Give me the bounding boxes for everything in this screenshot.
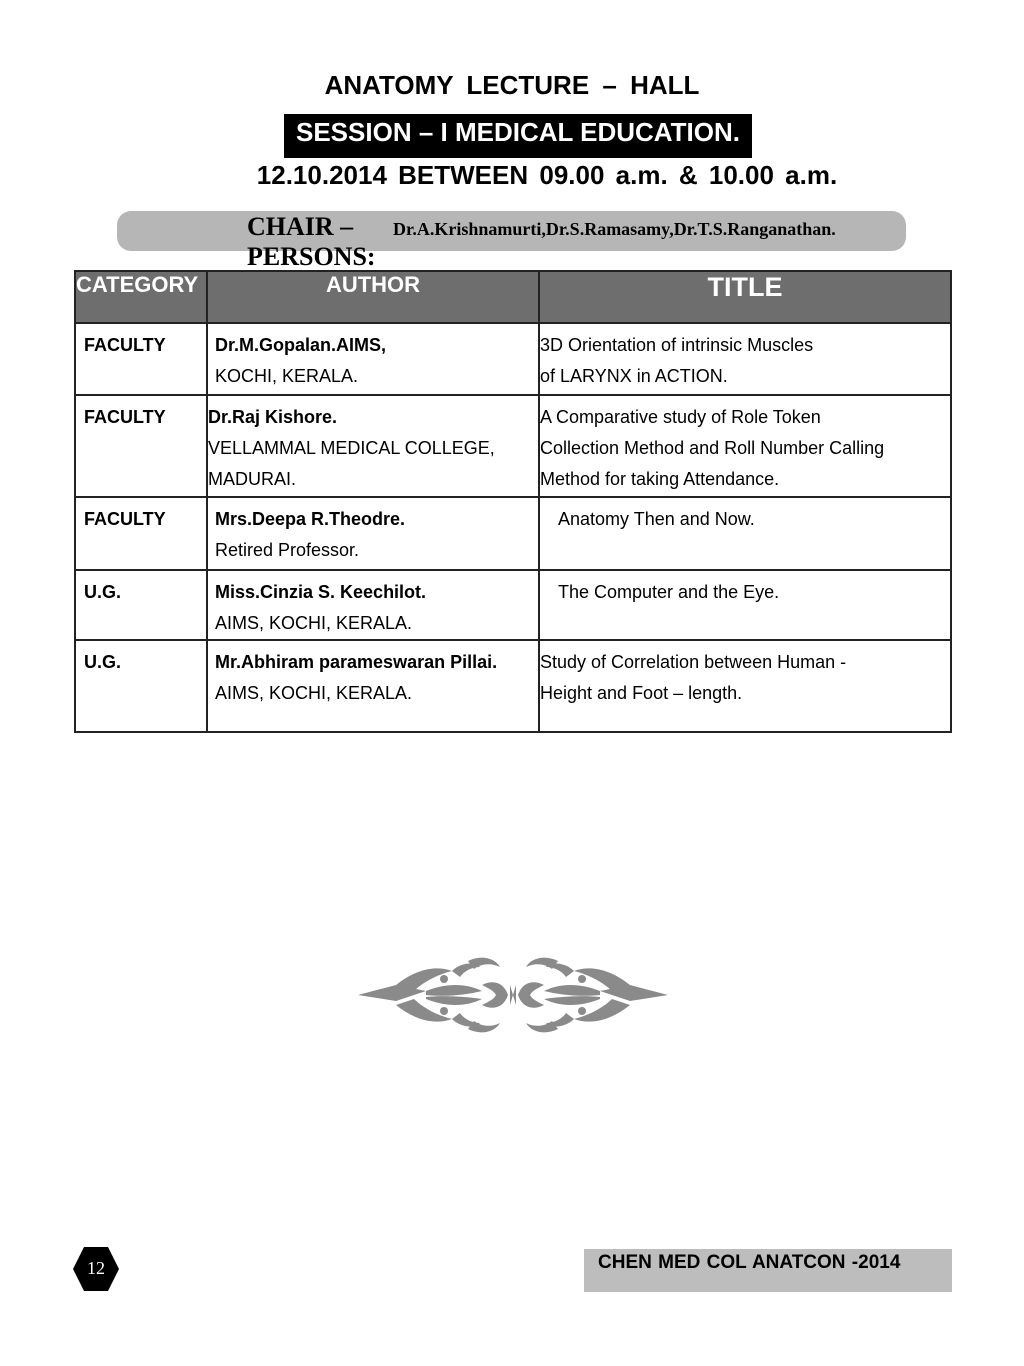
author-affiliation: AIMS, KOCHI, KERALA. bbox=[215, 683, 413, 703]
author-affiliation: KOCHI, KERALA. bbox=[215, 366, 359, 386]
category-cell: FACULTY bbox=[75, 497, 207, 570]
title-cell bbox=[539, 395, 951, 497]
category-cell: FACULTY bbox=[75, 395, 207, 497]
header-title: TITLE bbox=[539, 271, 951, 323]
author-cell bbox=[207, 640, 539, 732]
page-number-badge bbox=[72, 1246, 120, 1292]
title-cell bbox=[539, 640, 951, 732]
header-author: AUTHOR bbox=[207, 271, 539, 323]
session-banner: SESSION – I MEDICAL EDUCATION. bbox=[284, 114, 752, 158]
table-row bbox=[75, 570, 951, 640]
author-name: Mr.Abhiram parameswaran Pillai. bbox=[215, 652, 498, 672]
title-line: Height and Foot – length. bbox=[540, 683, 743, 703]
header-category: CATEGORY bbox=[75, 271, 207, 323]
author-cell bbox=[207, 323, 539, 395]
author-name: Dr.Raj Kishore. bbox=[208, 407, 338, 427]
table-row bbox=[75, 395, 951, 497]
author-affiliation: Retired Professor. bbox=[215, 540, 360, 560]
author-affiliation: VELLAMMAL MEDICAL COLLEGE, bbox=[208, 438, 495, 458]
title-line: Anatomy Then and Now. bbox=[558, 509, 755, 529]
title-line: The Computer and the Eye. bbox=[558, 582, 780, 602]
chair-names: Dr.A.Krishnamurti,Dr.S.Ramasamy,Dr.T.S.Ranganathan. bbox=[393, 219, 836, 239]
title-line: 3D Orientation of intrinsic Muscles bbox=[540, 335, 814, 355]
session-date: 12.10.2014 BETWEEN 09.00 a.m. & 10.00 a.m. bbox=[256, 160, 838, 190]
table-row bbox=[75, 323, 951, 395]
table-header-row bbox=[75, 271, 951, 323]
title-line: Collection Method and Roll Number Calling bbox=[540, 438, 885, 458]
title-cell bbox=[539, 570, 951, 640]
category-cell: U.G. bbox=[75, 640, 207, 732]
category-cell: U.G. bbox=[75, 570, 207, 640]
hall-title: ANATOMY LECTURE – HALL bbox=[324, 70, 700, 100]
table-row bbox=[75, 497, 951, 570]
author-cell bbox=[207, 570, 539, 640]
author-name: Dr.M.Gopalan.AIMS, bbox=[215, 335, 387, 355]
author-affiliation: MADURAI. bbox=[208, 469, 297, 489]
author-name: Mrs.Deepa R.Theodre. bbox=[215, 509, 406, 529]
author-cell bbox=[207, 395, 539, 497]
program-table bbox=[74, 270, 952, 733]
title-cell bbox=[539, 323, 951, 395]
title-line: Method for taking Attendance. bbox=[540, 469, 780, 489]
title-line: of LARYNX in ACTION. bbox=[540, 366, 728, 386]
footer-conference: CHEN MED COL ANATCON -2014 bbox=[584, 1249, 952, 1292]
chair-label: CHAIR – PERSONS: bbox=[247, 212, 376, 271]
author-cell bbox=[207, 497, 539, 570]
author-affiliation: AIMS, KOCHI, KERALA. bbox=[215, 613, 413, 633]
table-row bbox=[75, 640, 951, 732]
category-cell: FACULTY bbox=[75, 323, 207, 395]
title-line: A Comparative study of Role Token bbox=[540, 407, 821, 427]
page-number: 12 bbox=[87, 1258, 105, 1278]
title-cell bbox=[539, 497, 951, 570]
floral-divider-icon bbox=[356, 955, 670, 1035]
author-name: Miss.Cinzia S. Keechilot. bbox=[215, 582, 427, 602]
title-line: Study of Correlation between Human - bbox=[540, 652, 847, 672]
